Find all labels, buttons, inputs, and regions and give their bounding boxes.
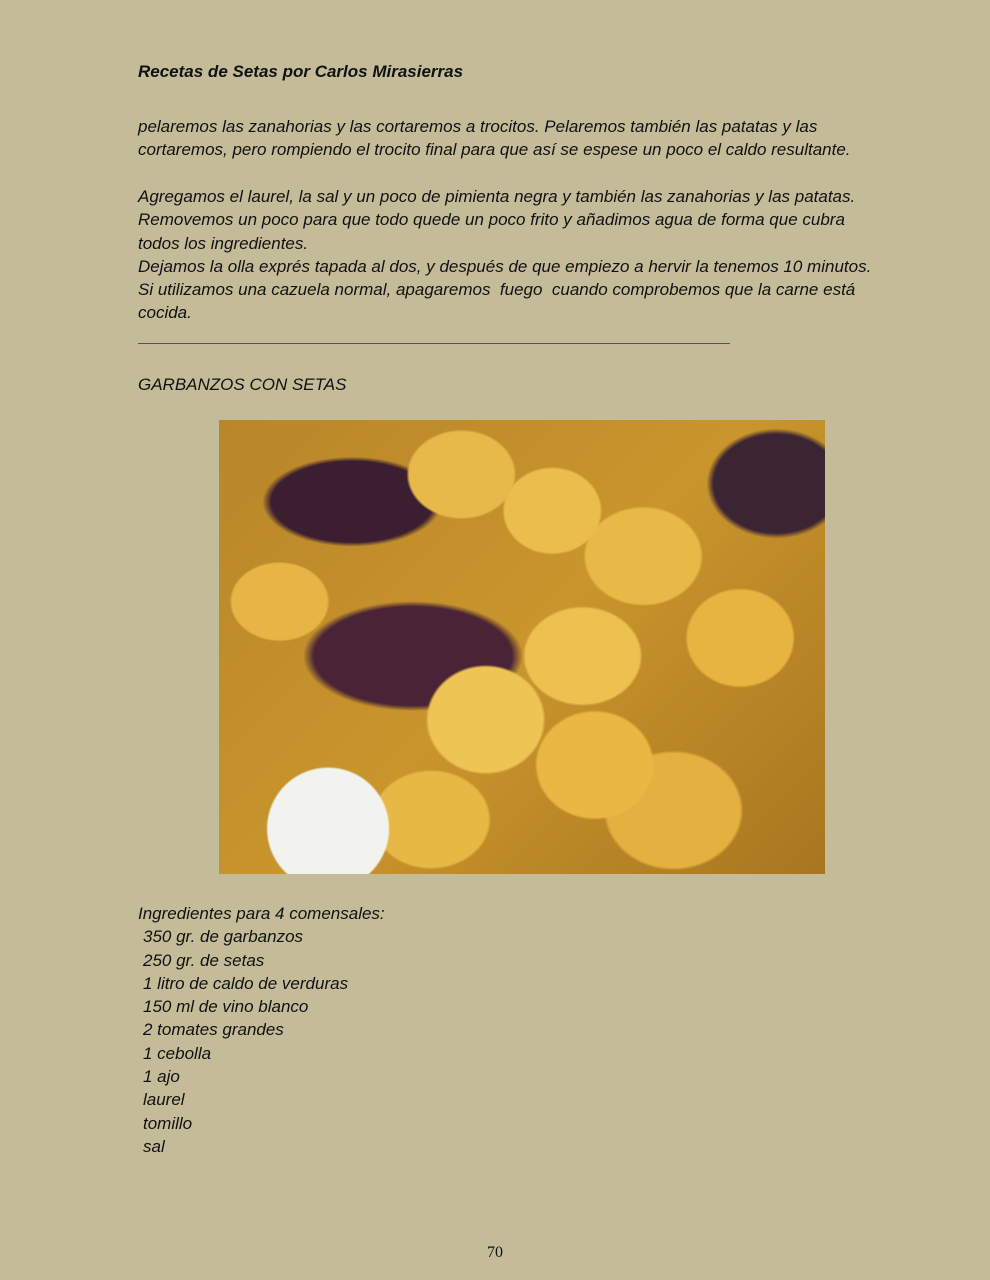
text-line: todos los ingredientes. [138, 233, 309, 253]
text-line: cocida. [138, 303, 192, 323]
text-line: pelaremos las zanahorias y las cortaremos a trocitos. Pelaremos también las patatas y las [138, 117, 818, 136]
text-line: Removemos un poco para que todo quede un poco frito y añadimos agua de forma que cubra [138, 210, 845, 230]
text-line: Si utilizamos una cazuela normal, apagaremos fuego cuando comprobemos que la carne está [138, 280, 856, 300]
paragraph-1 [138, 115, 851, 162]
ingredient-item: 1 litro de caldo de verduras [143, 973, 349, 993]
separator-rule [138, 343, 730, 344]
page-number: 70 [487, 1244, 503, 1261]
ingredient-item: 1 cebolla [143, 1043, 212, 1063]
ingredient-item: tomillo [143, 1113, 193, 1133]
ingredient-item: 350 gr. de garbanzos [143, 927, 304, 947]
ingredient-item: 150 ml de vino blanco [143, 997, 309, 1017]
text-line: cortaremos, pero rompiendo el trocito final para que así se espese un poco el caldo resultante. [138, 140, 851, 160]
ingredients-list [138, 902, 385, 1158]
recipe-photo-chickpeas-with-mushrooms [219, 420, 825, 874]
ingredients-heading: Ingredientes para 4 comensales: [138, 904, 385, 923]
ingredient-item: laurel [143, 1090, 185, 1110]
ingredient-item: sal [143, 1136, 165, 1156]
text-line: Agregamos el laurel, la sal y un poco de pimienta negra y también las zanahorias y las patatas. [138, 187, 856, 206]
ingredient-item: 1 ajo [143, 1067, 180, 1087]
recipe-title: GARBANZOS CON SETAS [138, 375, 347, 394]
paragraph-2 [138, 185, 871, 325]
ingredient-item: 2 tomates grandes [143, 1020, 284, 1040]
page-header: Recetas de Setas por Carlos Mirasierras [138, 62, 464, 81]
text-line: Dejamos la olla exprés tapada al dos, y después de que empiezo a hervir la tenemos 10 minutos. [138, 256, 872, 276]
ingredient-item: 250 gr. de setas [143, 950, 265, 970]
